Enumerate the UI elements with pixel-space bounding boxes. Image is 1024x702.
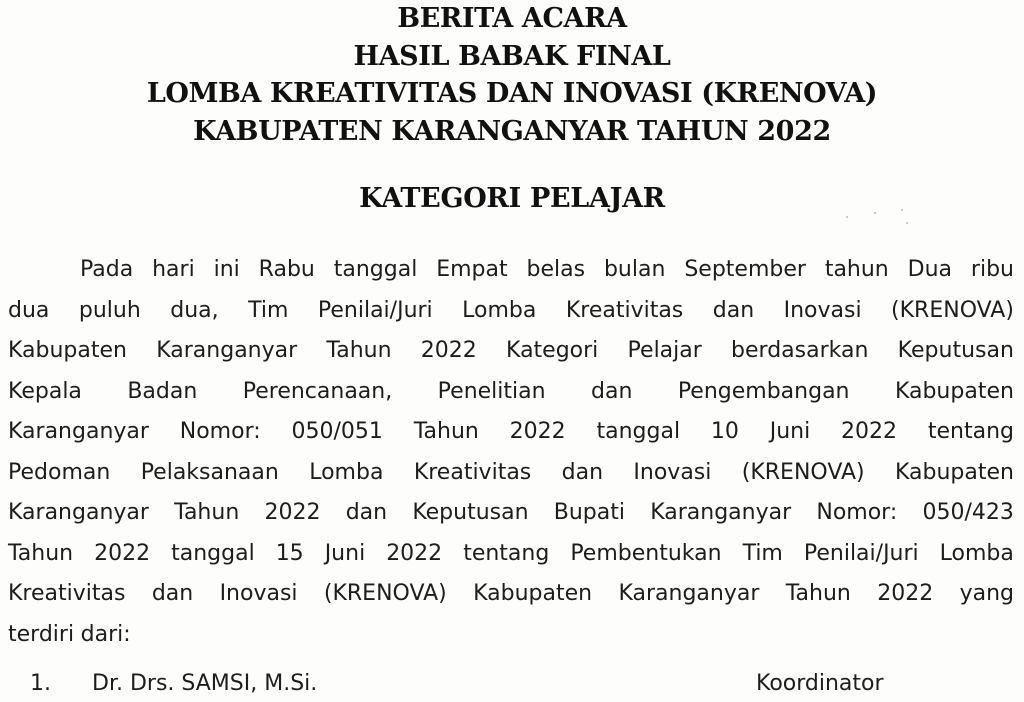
paragraph-word: Badan xyxy=(127,378,198,404)
paragraph-line xyxy=(8,372,1014,413)
paragraph-word: tahun xyxy=(824,257,889,282)
paragraph-word: 2022 xyxy=(877,581,934,606)
paragraph-word: Bupati xyxy=(553,500,625,525)
scan-speck xyxy=(846,216,848,218)
paragraph-word: Dua xyxy=(907,257,953,282)
paragraph-word: 2022 xyxy=(420,338,477,363)
title-line-hasil-babak-final: HASIL BABAK FINAL xyxy=(353,40,671,72)
paragraph-word: Karanganyar xyxy=(650,500,792,525)
paragraph-word: September xyxy=(684,257,806,282)
paragraph-word: Kategori xyxy=(506,338,599,363)
paragraph-word: Pedoman xyxy=(8,459,111,485)
paragraph-word: 050/051 xyxy=(291,419,383,444)
paragraph-word: Tahun xyxy=(326,338,392,363)
paragraph-word: bulan xyxy=(603,257,666,282)
paragraph-word: Pelaksanaan xyxy=(140,459,279,485)
paragraph-word: Karanganyar xyxy=(8,500,149,525)
paragraph-word: Kabupaten xyxy=(894,459,1014,485)
paragraph-word: Keputusan xyxy=(412,500,529,525)
paragraph-word: hari xyxy=(152,257,195,282)
paragraph-word: (KRENOVA) xyxy=(323,581,447,606)
jury-row xyxy=(0,666,1024,702)
paragraph-word: Tim xyxy=(248,297,289,323)
paragraph-word: ribu xyxy=(970,257,1014,282)
paragraph-word: 2022 xyxy=(264,500,321,525)
document-title xyxy=(0,0,1024,150)
paragraph-word: dan xyxy=(712,297,755,323)
paragraph-word: Karanganyar xyxy=(618,581,760,606)
paragraph-word: Pembentukan xyxy=(570,540,722,566)
paragraph-word: Inovasi xyxy=(633,459,712,485)
paragraph-line xyxy=(8,615,1014,656)
paragraph-word: dan xyxy=(151,581,194,606)
paragraph-word: (KRENOVA) xyxy=(741,459,865,485)
paragraph-word: Lomba xyxy=(939,540,1014,566)
paragraph-word: puluh xyxy=(78,297,141,323)
paragraph-word: dan xyxy=(561,459,604,485)
paragraph-line xyxy=(8,412,1014,453)
title-line-kabupaten: KABUPATEN KARANGANYAR TAHUN 2022 xyxy=(193,115,831,147)
paragraph-word: Keputusan xyxy=(897,338,1014,363)
paragraph-word: Kabupaten xyxy=(473,581,593,606)
paragraph-word: dan xyxy=(591,378,633,404)
paragraph-line xyxy=(8,250,1014,291)
scan-speck xyxy=(901,209,903,211)
paragraph-word: Empat xyxy=(436,257,508,282)
paragraph-word: tanggal xyxy=(333,257,418,282)
paragraph-word: Pada xyxy=(80,257,134,282)
paragraph-word: ini xyxy=(213,257,240,282)
paragraph-word: dua xyxy=(8,297,50,323)
paragraph-word: dari: xyxy=(80,621,131,647)
body-paragraph xyxy=(8,250,1014,655)
paragraph-word: tentang xyxy=(927,419,1014,444)
paragraph-word: Tim xyxy=(742,540,783,566)
paragraph-word: tentang xyxy=(463,540,550,566)
paragraph-line xyxy=(8,534,1014,575)
paragraph-word: Karanganyar xyxy=(156,338,298,363)
paragraph-word: tanggal xyxy=(596,419,681,444)
paragraph-word: terdiri xyxy=(8,621,75,647)
paragraph-word: Juni xyxy=(324,540,366,566)
paragraph-word: Tahun xyxy=(8,540,74,566)
paragraph-word: Tahun xyxy=(174,500,240,525)
paragraph-word: Pengembangan xyxy=(677,378,850,404)
paragraph-word: 2022 xyxy=(94,540,151,566)
paragraph-word: 2022 xyxy=(509,419,566,444)
paragraph-word: Lomba xyxy=(309,459,384,485)
paragraph-word: Tahun xyxy=(785,581,851,606)
paragraph-line xyxy=(8,493,1014,534)
title-line-lomba: LOMBA KREATIVITAS DAN INOVASI (KRENOVA) xyxy=(146,78,878,110)
category-heading: KATEGORI PELAJAR xyxy=(359,183,665,214)
paragraph-line xyxy=(8,574,1014,615)
paragraph-word: Kreativitas xyxy=(413,459,532,485)
paragraph-word: Inovasi xyxy=(783,297,862,323)
jury-number: 1. xyxy=(30,671,51,696)
paragraph-word: Kepala xyxy=(8,378,82,404)
paragraph-word: Penilai/Juri xyxy=(803,540,919,566)
jury-role: Koordinator xyxy=(756,671,884,696)
paragraph-word: Penelitian xyxy=(437,378,546,404)
title-line-berita-acara: BERITA ACARA xyxy=(397,3,627,34)
paragraph-word: Tahun xyxy=(413,419,479,444)
paragraph-word: belas xyxy=(526,257,586,282)
paragraph-word: Kabupaten xyxy=(894,378,1014,404)
paragraph-word: Pelajar xyxy=(627,338,702,363)
jury-list xyxy=(0,666,1024,702)
paragraph-line xyxy=(8,331,1014,372)
paragraph-word: Penilai/Juri xyxy=(317,297,433,323)
paragraph-word: Nomor: xyxy=(816,500,898,525)
paragraph-line xyxy=(8,291,1014,332)
paragraph-word: Kreativitas xyxy=(565,297,684,323)
scan-speck xyxy=(874,212,876,214)
paragraph-word: 050/423 xyxy=(922,500,1014,525)
jury-name: Dr. Drs. SAMSI, M.Si. xyxy=(92,671,318,696)
paragraph-word: dua, xyxy=(170,297,219,323)
paragraph-word: Inovasi xyxy=(219,581,298,606)
paragraph-word: yang xyxy=(959,581,1014,606)
paragraph-word: Juni xyxy=(769,419,811,444)
paragraph-word: Rabu xyxy=(258,257,315,282)
paragraph-word: berdasarkan xyxy=(731,338,869,363)
paragraph-word: (KRENOVA) xyxy=(891,297,1014,323)
paragraph-word: Kabupaten xyxy=(8,338,127,363)
paragraph-word: 2022 xyxy=(386,540,443,566)
paragraph-word: 10 xyxy=(710,419,739,444)
paragraph-word: Nomor: xyxy=(179,419,261,444)
paragraph-word: 2022 xyxy=(841,419,898,444)
paragraph-word: Perencanaan, xyxy=(242,378,393,404)
paragraph-word: Lomba xyxy=(462,297,537,323)
paragraph-word: dan xyxy=(345,500,388,525)
paragraph-word: 15 xyxy=(275,540,304,566)
paragraph-word: Kreativitas xyxy=(8,581,126,606)
paragraph-word: tanggal xyxy=(171,540,255,566)
scan-speck xyxy=(906,222,908,224)
paragraph-word: Karanganyar xyxy=(8,419,149,444)
paragraph-line xyxy=(8,453,1014,494)
